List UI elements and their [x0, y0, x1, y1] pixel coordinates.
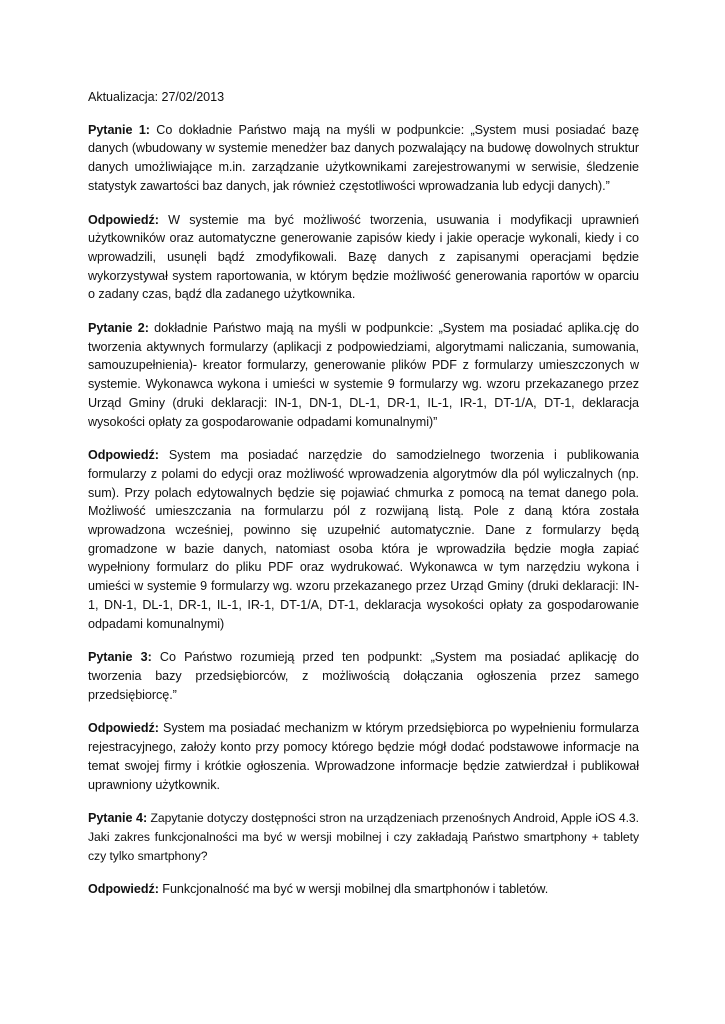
- answer-4: [88, 880, 639, 899]
- answer-3: [88, 719, 639, 794]
- answer-4-label: Odpowiedź:: [88, 882, 159, 897]
- answer-2-text: System ma posiadać narzędzie do samodzielnego tworzenia i publikowania formularzy z polami do edycji oraz możliwość wprowadzenia algorytmów dla pól wyliczalnych (np. sum). Przy polach edytowalnych będzie się pojawiać chmurka z pomocą na temat danego pola. Możliwość umieszczania na formularzu pól z rozwijaną listą. Pole z daną która została wprowadzona wcześniej, powinno się uzupełnić automatycznie. Dane z formularzy będą gromadzone w bazie danych, natomiast osoba która je wprowadziła będzie mogła zapiać wypełniony formularz do pliku PDF oraz wydrukować. Wykonawca w tym narzędziu wykona i umieści w systemie 9 formularzy wg. wzoru przekazanego przez Urząd Gminy (druki deklaracji: IN-1, DN-1, DL-1, DR-1, IL-1, IR-1, DT-1/A, DT-1, deklaracja wysokości opłaty za gospodarowanie odpadami komunalnymi): [88, 448, 639, 631]
- question-3: [88, 648, 639, 704]
- question-4-label: Pytanie 4:: [88, 811, 148, 826]
- document-page: [88, 88, 639, 914]
- question-2-text: dokładnie Państwo mają na myśli w podpunkcie: „System ma posiadać aplika.cję do tworzenia aktywnych formularzy (aplikacji z podpowiedziami, algorytmami naliczania, sumowania, samouzupełnienia)- kreator formularzy, generowanie plików PDF z formularzy umieszczonych w systemie. Wykonawca wykona i umieści w systemie 9 formularzy wg. wzoru przekazanego przez Urząd Gminy (druki deklaracji: IN-1, DN-1, DL-1, DR-1, IL-1, IR-1, DT-1/A, DT-1, deklaracja wysokości opłaty za gospodarowanie odpadami komunalnymi)”: [88, 321, 639, 429]
- answer-4-text: Funkcjonalność ma być w wersji mobilnej dla smartphonów i tabletów.: [158, 882, 549, 897]
- question-1-text: Co dokładnie Państwo mają na myśli w podpunkcie: „System musi posiadać bazę danych (wbudowany w systemie menedżer baz danych pozwalający na budowę dowolnych struktur danych umożliwiające m.in. zarządzanie użytkownikami zarejestrowanymi w serwisie, śledzenie statystyk zawartości baz danych, jak również częstotliwości wprowadzania lub edycji danych).”: [88, 122, 639, 193]
- question-4-text: Zapytanie dotyczy dostępności stron na urządzeniach przenośnych Android, Apple iOS 4.3. Jaki zakres funkcjonalności ma być w wersji mobilnej i czy zakładają Państwo smartphony + tablety czy tylko smartphony?: [88, 811, 639, 863]
- answer-1-label: Odpowiedź:: [88, 212, 159, 227]
- update-date: Aktualizacja: 27/02/2013: [88, 90, 225, 104]
- answer-2: [88, 446, 639, 633]
- question-1-label: Pytanie 1:: [88, 122, 150, 137]
- answer-1-text: W systemie ma być możliwość tworzenia, usuwania i modyfikacji uprawnień użytkowników oraz automatyczne generowanie zapisów kiedy i jakie operacje wykonali, kiedy i co wprowadzili, usunęli bądź zmodyfikowali. Bazę danych z zapisanymi operacjami będzie wykorzystywał system raportowania, w którym będzie możliwość generowania raportów w oparciu o zadany czas, bądź dla zadanego użytkownika.: [88, 212, 639, 302]
- answer-3-label: Odpowiedź:: [88, 721, 159, 736]
- question-2-label: Pytanie 2:: [88, 321, 149, 336]
- question-1: [88, 121, 639, 196]
- answer-2-label: Odpowiedź:: [88, 448, 159, 463]
- answer-1: [88, 211, 639, 305]
- question-4: [88, 809, 639, 865]
- question-3-text: Co Państwo rozumieją przed ten podpunkt: „System ma posiadać aplikację do tworzenia bazy przedsiębiorców, z możliwością dołączania ogłoszenia przez samego przedsiębiorcę.”: [88, 650, 639, 702]
- question-2: [88, 319, 639, 431]
- question-3-label: Pytanie 3:: [88, 650, 152, 665]
- answer-3-text: System ma posiadać mechanizm w którym przedsiębiorca po wypełnieniu formularza rejestracyjnego, założy konto przy pomocy którego będzie mógł dodać podstawowe informacje na temat swojej firmy i krótkie ogłoszenia. Wprowadzone informacje będzie zatwierdzał i publikował uprawniony użytkownik.: [88, 721, 639, 792]
